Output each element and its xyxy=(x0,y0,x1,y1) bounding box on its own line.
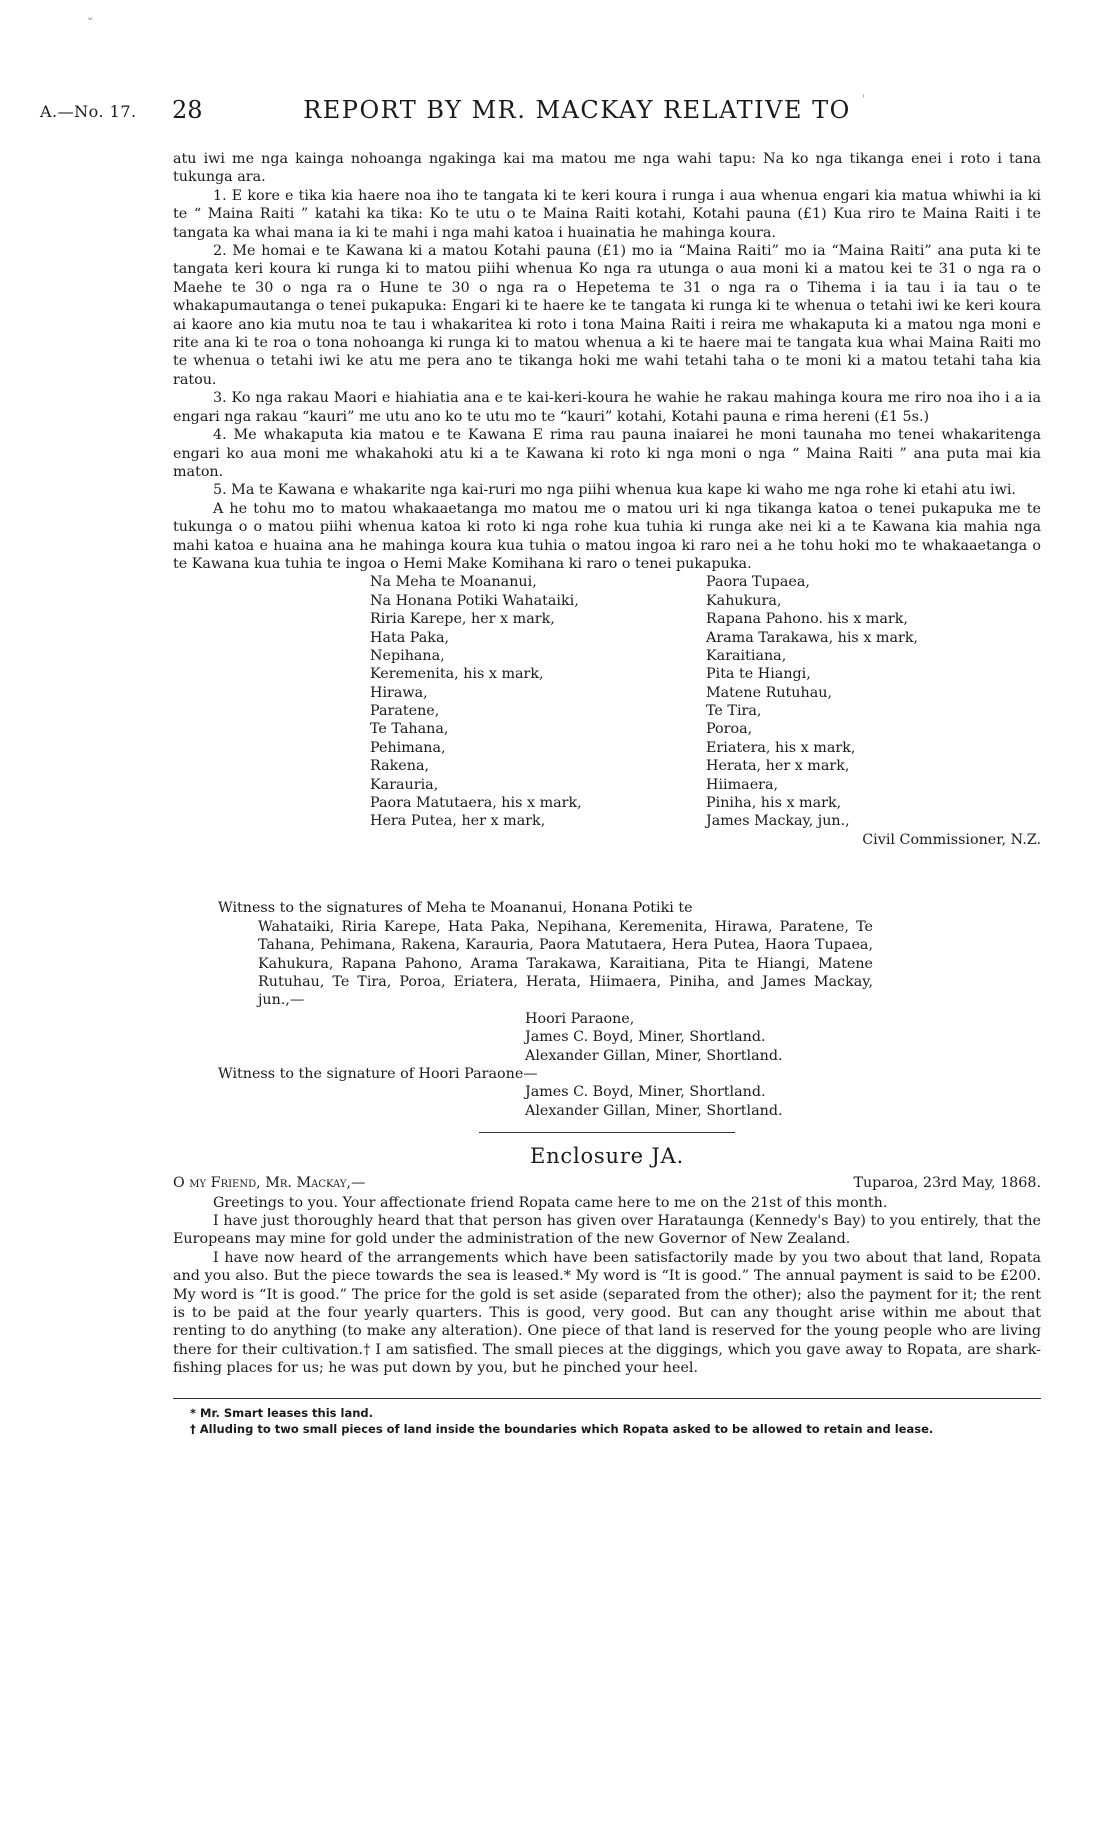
paragraph: atu iwi me nga kainga nohoanga ngakinga kai ma matou me nga wahi tapu: Na ko nga tikanga enei i roto i tana tukunga ara. xyxy=(173,151,1041,186)
signature-line: Pita te Hiangi, xyxy=(706,666,811,683)
paragraph: 3. Ko nga rakau Maori e hiahiatia ana e te kai-keri-koura he wahie he rakau mahinga koura me riro noa iho i a ia engari nga rakau “kauri” me utu ano ko te utu mo te “kauri” kotahi, Kotahi pauna e rima hereni (£1 5s.) xyxy=(173,390,1041,425)
document-reference: A.—No. 17. xyxy=(40,102,137,121)
signature-line: Keremenita, his x mark, xyxy=(370,666,544,683)
signature-line: Nepihana, xyxy=(370,647,445,664)
signature-line: Hirawa, xyxy=(370,684,428,701)
page-header xyxy=(40,96,1074,130)
signature-line: Te Tahana, xyxy=(370,721,449,738)
margin-mark: ' xyxy=(862,94,865,105)
signature-line: Na Honana Potiki Wahataiki, xyxy=(370,592,579,609)
witness-name: Alexander Gillan, Miner, Shortland. xyxy=(525,1047,783,1064)
margin-mark: ⌄ xyxy=(86,12,95,23)
civil-commissioner-title: Civil Commissioner, N.Z. xyxy=(862,831,1041,848)
paragraph: 2. Me homai e te Kawana ki a matou Kotahi pauna (£1) mo ia “Maina Raiti” mo ia “Maina Raiti” ana puta ki te tangata keri koura ki runga ki to matou piihi whenua Ko nga ra utunga o aua moni ki a matou kei te 31 o nga ra o Maehe te 30 o nga ra o Hune te 30 o nga ra o Hepetema te 31 o nga ra o Tihema i ia tau i ia tau o te whakapumautanga o tenei pukapuka: Engari ki te haere ke te tangata ki runga ki te whenua o tetahi iwi ke keri koura ai kaore ano kia mutu noa te tau i whakaritea ki roto i tona Maina Raiti i reira me whakaputa ki a matou nga moni e rite ana ki te roa o tona nohoanga ki runga ki to matou whenua a ki te haere mai te tangata kua whai Maina Raiti mo te whenua o tetahi iwi ke atu me pera ano te tikanga hoki me wahi tetahi taha o te moni ki a matou tetahi taha kia ratou. xyxy=(173,243,1041,388)
signature-line: James Mackay, jun., xyxy=(706,813,850,830)
witness-2-lead: Witness to the signature of Hoori Paraone— xyxy=(218,1065,538,1082)
witness-1-names-text: Wahataiki, Riria Karepe, Hata Paka, Nepihana, Keremenita, Hirawa, Paratene, Te Tahana, Pehimana, Rakena, Karauria, Paora Matutaera, Hera Putea, Haora Tupaea, Kahukura, Rapana Pahono, Arama Tarakawa, Karaitiana, Pita te Hiangi, Matene Rutuhau, Te Tira, Poroa, Eriatera, Herata, Hiimaera, Piniha, and James Mackay, jun.,— xyxy=(258,918,873,1009)
signature-line: Hata Paka, xyxy=(370,629,450,646)
signature-line: Eriatera, his x mark, xyxy=(706,739,856,756)
signature-line: Poroa, xyxy=(706,721,753,738)
document-body xyxy=(173,150,1041,1437)
signature-line: Karaitiana, xyxy=(706,647,787,664)
signature-line: Pehimana, xyxy=(370,739,446,756)
signature-line: Hera Putea, her x mark, xyxy=(370,813,546,830)
salutation-line xyxy=(173,1174,1041,1194)
footnote: * Mr. Smart leases this land. xyxy=(190,1405,374,1420)
enclosure-title: Enclosure JA. xyxy=(529,1144,685,1169)
signature-line: Na Meha te Moananui, xyxy=(370,574,537,591)
section-divider xyxy=(479,1132,735,1133)
dateline: Tuparoa, 23rd May, 1868. xyxy=(853,1174,1041,1191)
witness-1-signatories xyxy=(525,1010,1041,1065)
footnote-divider xyxy=(173,1398,1041,1399)
paragraph: A he tohu mo to matou whakaaetanga mo matou me o matou uri ki nga tikanga katoa o tenei pukapuka me te tukunga o o matou piihi whenua katoa ki roto ki nga rohe kua tuhia ki runga ake nei ki a te Kawana kia mahia nga mahi katoa e huaina ana he mahinga koura kua tuhia o matou ingoa ki raro nei a he tohu hoki mo te whakaaetanga o te Kawana kua tuhia te ingoa o Hemi Make Komihana ki raro o tenei pukapuka. xyxy=(173,500,1041,572)
signature-line: Matene Rutuhau, xyxy=(706,684,832,701)
paragraph: I have now heard of the arrangements which have been satisfactorily made by you two about that land, Ropata and you also. But the piece towards the sea is leased.* My word is “It is good.” The annual payment is said to be £200. My word is “It is good.” The price for the gold is set aside (separated from the other); also the payment for it; the rent is to be paid at the four yearly quarters. This is good, very good. But can any thought arise within me about that renting to do anything (to make any alteration). One piece of that land is reserved for the young people who are living there for their cultivation.† I am satisfied. The small pieces at the diggings, which you gave away to Ropata, are shark-fishing places for us; he was put down by you, but he pinched your heel. xyxy=(173,1249,1041,1377)
signature-block xyxy=(173,573,1041,899)
signature-line: Kahukura, xyxy=(706,592,782,609)
signature-line: Riria Karepe, her x mark, xyxy=(370,611,555,628)
signature-line: Rapana Pahono. his x mark, xyxy=(706,611,908,628)
footnote: † Alluding to two small pieces of land inside the boundaries which Ropata asked to be allowed to retain and lease. xyxy=(190,1421,934,1436)
page-number: 28 xyxy=(172,96,203,124)
witness-name: Alexander Gillan, Miner, Shortland. xyxy=(525,1102,783,1119)
witness-name: James C. Boyd, Miner, Shortland. xyxy=(525,1084,766,1101)
signature-line: Paora Matutaera, his x mark, xyxy=(370,795,582,812)
signature-column-right xyxy=(706,573,918,830)
signature-line: Piniha, his x mark, xyxy=(706,795,842,812)
witness-name: Hoori Paraone, xyxy=(525,1010,635,1027)
signature-line: Rakena, xyxy=(370,758,430,775)
paragraph: 5. Ma te Kawana e whakarite nga kai-ruri mo nga piihi whenua kua kape ki waho me nga rohe ki etahi atu iwi. xyxy=(213,482,1016,499)
paragraph: Greetings to you. Your affectionate friend Ropata came here to me on the 21st of this month. xyxy=(213,1194,888,1211)
signature-line: Arama Tarakawa, his x mark, xyxy=(706,629,919,646)
paragraph: I have just thoroughly heard that that person has given over Harataunga (Kennedy's Bay) to you entirely, that the Europeans may mine for gold under the administration of the new Governor of New Zealand. xyxy=(173,1212,1041,1248)
signature-column-left xyxy=(370,573,582,830)
signature-line: Karauria, xyxy=(370,776,439,793)
signature-line: Te Tira, xyxy=(706,703,762,720)
running-title: REPORT BY MR. MACKAY RELATIVE TO xyxy=(303,96,851,124)
witness-name: James C. Boyd, Miner, Shortland. xyxy=(525,1029,766,1046)
signature-line: Hiimaera, xyxy=(706,776,779,793)
paragraph: 4. Me whakaputa kia matou e te Kawana E rima rau pauna inaiarei he moni taunaha mo tenei whakaritenga engari ko aua moni me whakahoki atu ki a te Kawana ki roto ki nga moni o nga “ Maina Raiti ” ana puta mai kia maton. xyxy=(173,427,1041,480)
witness-2-signatories xyxy=(525,1083,1041,1120)
signature-line: Paratene, xyxy=(370,703,440,720)
signature-line: Herata, her x mark, xyxy=(706,758,850,775)
witness-1-lead: Witness to the signatures of Meha te Moananui, Honana Potiki te xyxy=(218,900,693,917)
signature-line: Paora Tupaea, xyxy=(706,574,810,591)
paragraph: 1. E kore e tika kia haere noa iho te tangata ki te keri koura i runga i aua whenua engari kia matua whiwhi ia ki te “ Maina Raiti ” katahi ka tika: Ko te utu o te Maina Raiti kotahi, Kotahi pauna (£1) Kua riro te Maina Raiti i te tangata ka whai mana ia ki te mahi i nga mahi katoa i huainatia he mahinga koura. xyxy=(173,187,1041,241)
salutation: O my Friend, Mr. Mackay,— xyxy=(173,1174,366,1191)
